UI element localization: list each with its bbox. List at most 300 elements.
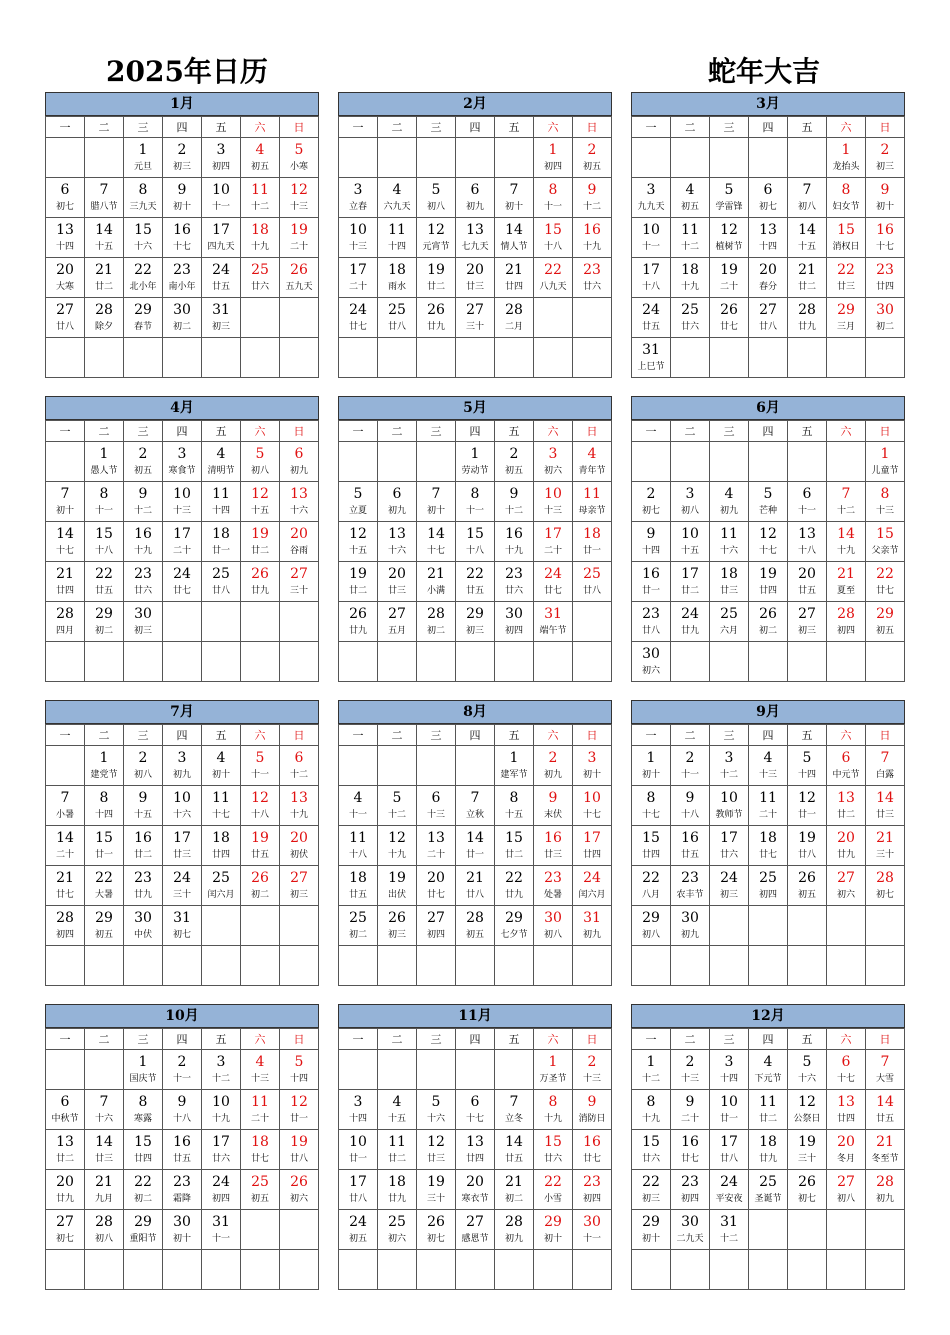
day-cell <box>124 602 163 642</box>
lunar-label: 廿三 <box>172 850 191 860</box>
lunar-label: 廿二 <box>797 282 816 292</box>
day-number: 29 <box>134 1214 152 1230</box>
empty-cell <box>827 1210 866 1250</box>
day-number: 13 <box>837 790 855 806</box>
day-number: 20 <box>56 262 74 278</box>
empty-cell <box>280 1250 319 1290</box>
day-cell <box>456 1170 495 1210</box>
day-number: 6 <box>763 182 773 198</box>
lunar-label: 十三 <box>172 506 191 516</box>
lunar-label: 初四 <box>836 626 855 636</box>
lunar-label: 十四 <box>641 546 660 556</box>
day-number: 9 <box>177 182 187 198</box>
empty-cell <box>46 1050 85 1090</box>
day-number: 27 <box>427 910 445 926</box>
day-number: 25 <box>388 1214 406 1230</box>
lunar-label: 廿三 <box>387 586 406 596</box>
day-cell <box>827 1050 866 1090</box>
day-number: 12 <box>251 486 269 502</box>
empty-cell <box>710 906 749 946</box>
weekday-label: 一 <box>46 421 85 442</box>
day-number: 18 <box>759 830 777 846</box>
lunar-label: 初八 <box>250 466 269 476</box>
day-cell <box>163 1130 202 1170</box>
day-number: 3 <box>685 486 695 502</box>
day-cell <box>671 1050 710 1090</box>
day-number: 15 <box>95 830 113 846</box>
day-cell <box>866 178 905 218</box>
lunar-label: 初十 <box>172 202 191 212</box>
day-cell <box>710 1170 749 1210</box>
empty-cell <box>85 138 124 178</box>
lunar-label: 十一 <box>348 810 367 820</box>
lunar-label: 廿六 <box>582 282 601 292</box>
day-number: 9 <box>587 182 597 198</box>
day-number: 9 <box>880 182 890 198</box>
lunar-label: 初四 <box>582 1194 601 1204</box>
day-cell <box>495 1170 534 1210</box>
day-number: 30 <box>134 606 152 622</box>
lunar-label: 二月 <box>504 322 523 332</box>
weekday-label: 日 <box>280 725 319 746</box>
day-cell <box>866 1050 905 1090</box>
day-cell <box>163 866 202 906</box>
empty-cell <box>417 1250 456 1290</box>
day-number: 27 <box>56 1214 74 1230</box>
day-cell <box>866 1090 905 1130</box>
empty-cell <box>671 338 710 378</box>
weekday-label: 四 <box>163 725 202 746</box>
day-cell <box>866 1130 905 1170</box>
month-table <box>45 420 319 682</box>
day-cell <box>671 258 710 298</box>
day-number: 11 <box>759 1094 777 1110</box>
lunar-label: 初八 <box>836 1194 855 1204</box>
day-cell <box>495 218 534 258</box>
lunar-label: 十三 <box>250 1074 269 1084</box>
day-number: 11 <box>349 830 367 846</box>
lunar-label: 初十 <box>543 1234 562 1244</box>
day-cell <box>46 1170 85 1210</box>
lunar-label: 十二 <box>387 810 406 820</box>
day-number: 17 <box>212 1134 230 1150</box>
day-cell <box>202 866 241 906</box>
lunar-label: 初三 <box>172 162 191 172</box>
day-cell <box>671 178 710 218</box>
day-number: 10 <box>212 1094 230 1110</box>
month-block <box>45 700 319 986</box>
day-number: 10 <box>349 222 367 238</box>
empty-cell <box>417 442 456 482</box>
lunar-label: 十三 <box>348 242 367 252</box>
weekday-label: 六 <box>241 1029 280 1050</box>
lunar-label: 十一 <box>211 202 230 212</box>
weekday-label: 五 <box>495 725 534 746</box>
lunar-label: 廿五 <box>504 1154 523 1164</box>
day-number: 24 <box>720 870 738 886</box>
day-number: 8 <box>841 182 851 198</box>
month-block <box>45 92 319 378</box>
lunar-label: 廿二 <box>680 586 699 596</box>
empty-cell <box>749 906 788 946</box>
day-number: 6 <box>841 1054 851 1070</box>
empty-cell <box>417 138 456 178</box>
day-number: 22 <box>837 262 855 278</box>
day-cell <box>163 522 202 562</box>
day-cell <box>749 866 788 906</box>
day-number: 24 <box>173 870 191 886</box>
day-number: 20 <box>759 262 777 278</box>
lunar-label: 十三 <box>875 506 894 516</box>
day-number: 22 <box>642 870 660 886</box>
day-number: 7 <box>509 182 519 198</box>
day-number: 20 <box>798 566 816 582</box>
day-number: 9 <box>177 1094 187 1110</box>
day-number: 12 <box>290 182 308 198</box>
day-number: 14 <box>798 222 816 238</box>
lunar-label: 初四 <box>211 162 230 172</box>
lunar-label: 廿五 <box>211 282 230 292</box>
day-cell <box>710 866 749 906</box>
day-cell <box>827 826 866 866</box>
day-number: 31 <box>173 910 191 926</box>
day-number: 29 <box>837 302 855 318</box>
day-cell <box>573 786 612 826</box>
weekday-label: 三 <box>124 117 163 138</box>
lunar-label: 廿三 <box>465 282 484 292</box>
day-number: 11 <box>720 526 738 542</box>
day-cell <box>866 786 905 826</box>
day-number: 2 <box>138 446 148 462</box>
day-cell <box>788 258 827 298</box>
lunar-label: 三十 <box>289 586 308 596</box>
day-number: 25 <box>251 1174 269 1190</box>
day-cell <box>788 218 827 258</box>
day-cell <box>456 602 495 642</box>
empty-cell <box>378 746 417 786</box>
day-cell <box>417 522 456 562</box>
lunar-label: 廿三 <box>719 586 738 596</box>
day-number: 16 <box>642 566 660 582</box>
day-number: 18 <box>251 1134 269 1150</box>
lunar-label: 愚人节 <box>90 466 118 476</box>
empty-cell <box>534 1250 573 1290</box>
day-number: 10 <box>173 486 191 502</box>
weekday-label: 五 <box>202 1029 241 1050</box>
day-number: 1 <box>99 750 109 766</box>
day-number: 30 <box>583 1214 601 1230</box>
empty-cell <box>85 1050 124 1090</box>
day-cell <box>202 298 241 338</box>
month-block <box>338 1004 612 1290</box>
day-number: 8 <box>548 1094 558 1110</box>
day-cell <box>46 298 85 338</box>
lunar-label: 廿二 <box>836 810 855 820</box>
lunar-label: 九月 <box>94 1194 113 1204</box>
day-number: 3 <box>353 182 363 198</box>
weekday-label: 五 <box>495 421 534 442</box>
day-number: 28 <box>876 870 894 886</box>
day-number: 22 <box>466 566 484 582</box>
day-number: 12 <box>720 222 738 238</box>
day-number: 2 <box>138 750 148 766</box>
lunar-label: 初四 <box>426 930 445 940</box>
lunar-label: 出伏 <box>387 890 406 900</box>
lunar-label: 廿六 <box>641 1154 660 1164</box>
weekday-label: 一 <box>46 725 85 746</box>
day-number: 11 <box>251 182 269 198</box>
empty-cell <box>671 138 710 178</box>
day-cell <box>85 602 124 642</box>
lunar-label: 廿二 <box>250 546 269 556</box>
empty-cell <box>827 946 866 986</box>
month-block <box>338 92 612 378</box>
weekday-label: 二 <box>85 421 124 442</box>
day-number: 25 <box>720 606 738 622</box>
weekday-label: 一 <box>339 1029 378 1050</box>
lunar-label: 夏至 <box>836 586 855 596</box>
lunar-label: 十八 <box>543 242 562 252</box>
day-number: 4 <box>763 1054 773 1070</box>
day-number: 16 <box>681 830 699 846</box>
lunar-label: 廿七 <box>758 850 777 860</box>
lunar-label: 十九 <box>289 810 308 820</box>
lunar-label: 初七 <box>172 930 191 940</box>
lunar-label: 初五 <box>250 1194 269 1204</box>
month-block <box>631 396 905 682</box>
lunar-label: 初十 <box>875 202 894 212</box>
day-cell <box>85 442 124 482</box>
empty-cell <box>378 1250 417 1290</box>
empty-cell <box>534 298 573 338</box>
lunar-label: 初八 <box>797 202 816 212</box>
lunar-label: 廿九 <box>387 1194 406 1204</box>
lunar-label: 初五 <box>680 202 699 212</box>
day-cell <box>456 258 495 298</box>
lunar-label: 初二 <box>504 1194 523 1204</box>
lunar-label: 父亲节 <box>871 546 899 556</box>
day-cell <box>124 906 163 946</box>
day-cell <box>378 826 417 866</box>
day-cell <box>280 178 319 218</box>
day-cell <box>827 178 866 218</box>
day-number: 10 <box>642 222 660 238</box>
day-number: 7 <box>99 1094 109 1110</box>
empty-cell <box>417 1050 456 1090</box>
day-number: 5 <box>724 182 734 198</box>
empty-cell <box>85 946 124 986</box>
day-cell <box>417 1210 456 1250</box>
lunar-label: 廿九 <box>348 626 367 636</box>
empty-cell <box>573 946 612 986</box>
day-cell <box>85 1210 124 1250</box>
day-cell <box>339 826 378 866</box>
lunar-label: 初九 <box>387 506 406 516</box>
weekday-label: 五 <box>202 117 241 138</box>
weekday-label: 五 <box>202 725 241 746</box>
day-number: 23 <box>642 606 660 622</box>
empty-cell <box>163 338 202 378</box>
lunar-label: 廿五 <box>875 1114 894 1124</box>
day-number: 8 <box>646 790 656 806</box>
lunar-label: 初九 <box>875 1194 894 1204</box>
lunar-label: 十五 <box>250 506 269 516</box>
lunar-label: 初五 <box>94 930 113 940</box>
lunar-label: 廿五 <box>680 850 699 860</box>
day-cell <box>632 906 671 946</box>
day-cell <box>163 218 202 258</box>
weekday-label: 三 <box>710 1029 749 1050</box>
day-cell <box>632 826 671 866</box>
day-number: 6 <box>470 182 480 198</box>
day-number: 6 <box>470 1094 480 1110</box>
day-number: 2 <box>880 142 890 158</box>
day-cell <box>124 482 163 522</box>
day-number: 20 <box>290 830 308 846</box>
lunar-label: 初七 <box>641 506 660 516</box>
day-number: 20 <box>837 830 855 846</box>
day-number: 24 <box>349 302 367 318</box>
empty-cell <box>241 946 280 986</box>
day-cell <box>339 866 378 906</box>
weekday-label: 六 <box>534 1029 573 1050</box>
day-cell <box>124 826 163 866</box>
lunar-label: 立春 <box>348 202 367 212</box>
month-header: 8月 <box>338 700 612 724</box>
day-number: 7 <box>880 1054 890 1070</box>
day-number: 17 <box>349 1174 367 1190</box>
day-number: 11 <box>681 222 699 238</box>
day-cell <box>339 1090 378 1130</box>
day-number: 18 <box>349 870 367 886</box>
day-cell <box>788 866 827 906</box>
empty-cell <box>202 642 241 682</box>
empty-cell <box>378 338 417 378</box>
day-number: 2 <box>646 486 656 502</box>
day-number: 14 <box>505 222 523 238</box>
day-cell <box>788 1090 827 1130</box>
day-number: 9 <box>646 526 656 542</box>
day-cell <box>339 522 378 562</box>
day-cell <box>827 218 866 258</box>
day-cell <box>749 1090 788 1130</box>
lunar-label: 初八 <box>426 202 445 212</box>
weekday-label: 一 <box>46 1029 85 1050</box>
day-cell <box>280 1050 319 1090</box>
day-cell <box>788 482 827 522</box>
day-cell <box>827 746 866 786</box>
day-cell <box>866 482 905 522</box>
day-number: 12 <box>251 790 269 806</box>
month-header: 7月 <box>45 700 319 724</box>
empty-cell <box>827 642 866 682</box>
day-cell <box>339 906 378 946</box>
lunar-label: 十三 <box>758 770 777 780</box>
day-number: 31 <box>642 342 660 358</box>
day-cell <box>46 218 85 258</box>
month-header: 4月 <box>45 396 319 420</box>
lunar-label: 十五 <box>504 810 523 820</box>
day-cell <box>202 258 241 298</box>
lunar-label: 初五 <box>133 466 152 476</box>
day-cell <box>749 522 788 562</box>
day-cell <box>124 1130 163 1170</box>
lunar-label: 廿五 <box>797 586 816 596</box>
day-number: 16 <box>681 1134 699 1150</box>
day-number: 31 <box>212 302 230 318</box>
day-cell <box>280 826 319 866</box>
day-number: 16 <box>173 1134 191 1150</box>
empty-cell <box>280 602 319 642</box>
day-number: 8 <box>99 790 109 806</box>
day-number: 25 <box>251 262 269 278</box>
lunar-label: 廿二 <box>758 1114 777 1124</box>
day-cell <box>671 746 710 786</box>
weekday-label: 四 <box>456 117 495 138</box>
empty-cell <box>46 1250 85 1290</box>
day-number: 9 <box>587 1094 597 1110</box>
lunar-label: 立冬 <box>504 1114 523 1124</box>
weekday-label: 六 <box>241 421 280 442</box>
lunar-label: 十二 <box>719 1234 738 1244</box>
weekday-label: 二 <box>85 117 124 138</box>
day-cell <box>788 786 827 826</box>
day-cell <box>749 602 788 642</box>
empty-cell <box>456 1250 495 1290</box>
day-number: 25 <box>388 302 406 318</box>
month-header: 9月 <box>631 700 905 724</box>
day-cell <box>85 178 124 218</box>
lunar-label: 初十 <box>172 1234 191 1244</box>
day-number: 12 <box>427 222 445 238</box>
day-cell <box>632 1090 671 1130</box>
day-cell <box>710 562 749 602</box>
lunar-label: 冬月 <box>836 1154 855 1164</box>
month-block <box>45 396 319 682</box>
lunar-label: 七九天 <box>461 242 489 252</box>
day-number: 14 <box>466 830 484 846</box>
empty-cell <box>280 642 319 682</box>
lunar-label: 初九 <box>680 930 699 940</box>
empty-cell <box>495 138 534 178</box>
day-cell <box>378 298 417 338</box>
lunar-label: 十六 <box>172 810 191 820</box>
day-cell <box>749 482 788 522</box>
lunar-label: 十五 <box>797 242 816 252</box>
lunar-label: 廿八 <box>797 850 816 860</box>
day-cell <box>710 1130 749 1170</box>
empty-cell <box>671 442 710 482</box>
day-number: 27 <box>388 606 406 622</box>
day-cell <box>378 786 417 826</box>
weekday-label: 四 <box>749 421 788 442</box>
lunar-label: 初七 <box>875 890 894 900</box>
lunar-label: 廿八 <box>289 1154 308 1164</box>
day-number: 16 <box>173 222 191 238</box>
weekday-label: 日 <box>866 421 905 442</box>
day-number: 5 <box>392 790 402 806</box>
empty-cell <box>280 946 319 986</box>
day-cell <box>85 906 124 946</box>
day-number: 6 <box>431 790 441 806</box>
day-cell <box>866 138 905 178</box>
day-cell <box>632 1170 671 1210</box>
lunar-label: 十一 <box>250 770 269 780</box>
day-cell <box>534 906 573 946</box>
lunar-label: 廿一 <box>797 810 816 820</box>
day-cell <box>456 906 495 946</box>
day-number: 1 <box>138 142 148 158</box>
